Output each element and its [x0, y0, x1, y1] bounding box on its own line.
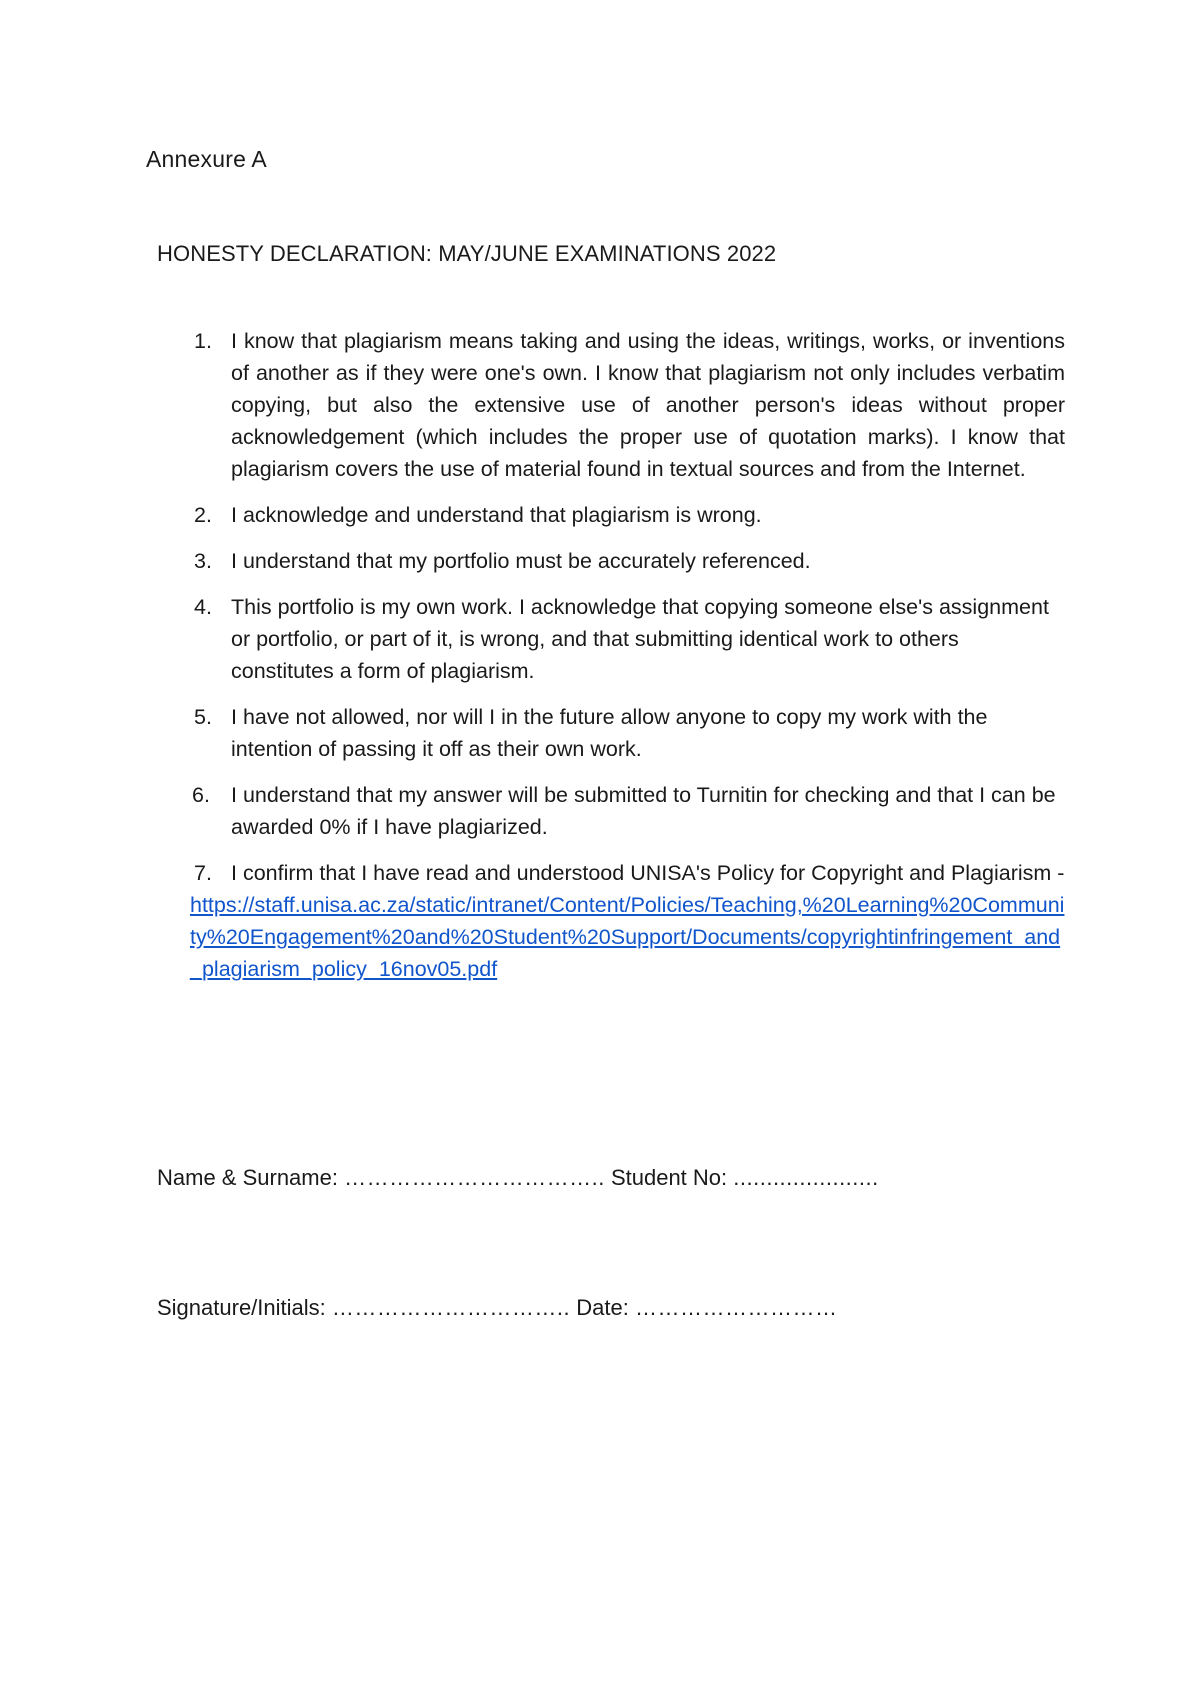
- list-item: [190, 779, 1065, 843]
- page-title: HONESTY DECLARATION: MAY/JUNE EXAMINATIONS 2022: [157, 241, 777, 266]
- list-item: [190, 325, 1065, 485]
- item-text: I acknowledge and understand that plagiarism is wrong.: [231, 503, 762, 527]
- policy-link[interactable]: https://staff.unisa.ac.za/static/intranet/Content/Policies/Teaching,%20Learning%20Community%20Engagement%20and%20Student%20Support/Documents/copyrightinfringement_and_plagiarism_policy_16nov05.pdf: [190, 893, 1065, 981]
- item-text: I have not allowed, nor will I in the future allow anyone to copy my work with the intention of passing it off as their own work.: [231, 705, 988, 761]
- item-text: I understand that my portfolio must be accurately referenced.: [231, 549, 811, 573]
- item-text: I know that plagiarism means taking and using the ideas, writings, works, or inventions of another as if they were one's own. I know that plagiarism not only includes verbatim copying, but also the extensive use of another person's ideas without proper acknowledgement (which includes the proper use of quotation marks). I know that plagiarism covers the use of material found in textual sources and from the Internet.: [231, 329, 1065, 481]
- item-text: I understand that my answer will be submitted to Turnitin for checking and that I can be awarded 0% if I have plagiarized.: [231, 783, 1056, 839]
- list-item: [190, 545, 1065, 577]
- name-student-line: [157, 1165, 879, 1191]
- student-no-field[interactable]: ......................: [733, 1165, 879, 1190]
- item-number: 2.: [194, 503, 212, 527]
- name-field[interactable]: ……………………………..: [344, 1165, 605, 1190]
- date-field[interactable]: ………………………: [634, 1295, 838, 1320]
- item-text: I confirm that I have read and understood UNISA's Policy for Copyright and Plagiarism -: [231, 861, 1065, 885]
- list-item: [190, 499, 1065, 531]
- annexure-label: Annexure A: [146, 146, 267, 172]
- item-number: 3.: [194, 549, 212, 573]
- declaration-list: [190, 325, 1065, 999]
- item-number: 1.: [194, 329, 212, 353]
- list-item: [190, 857, 1065, 985]
- student-no-label: Student No:: [610, 1165, 728, 1190]
- list-item: [190, 701, 1065, 765]
- item-number: 5.: [194, 705, 212, 729]
- date-label: Date:: [576, 1295, 629, 1320]
- item-number: 7.: [194, 861, 212, 885]
- item-number: 6.: [192, 783, 210, 807]
- signature-field[interactable]: …………………………..: [331, 1295, 571, 1320]
- signature-label: Signature/Initials:: [157, 1295, 326, 1320]
- item-number: 4.: [194, 595, 212, 619]
- name-label: Name & Surname:: [157, 1165, 338, 1190]
- item-text: This portfolio is my own work. I acknowledge that copying someone else's assignment or portfolio, or part of it, is wrong, and that submitting identical work to others constitutes a form of plagiarism.: [231, 595, 1049, 683]
- list-item: [190, 591, 1065, 687]
- signature-date-line: [157, 1295, 837, 1321]
